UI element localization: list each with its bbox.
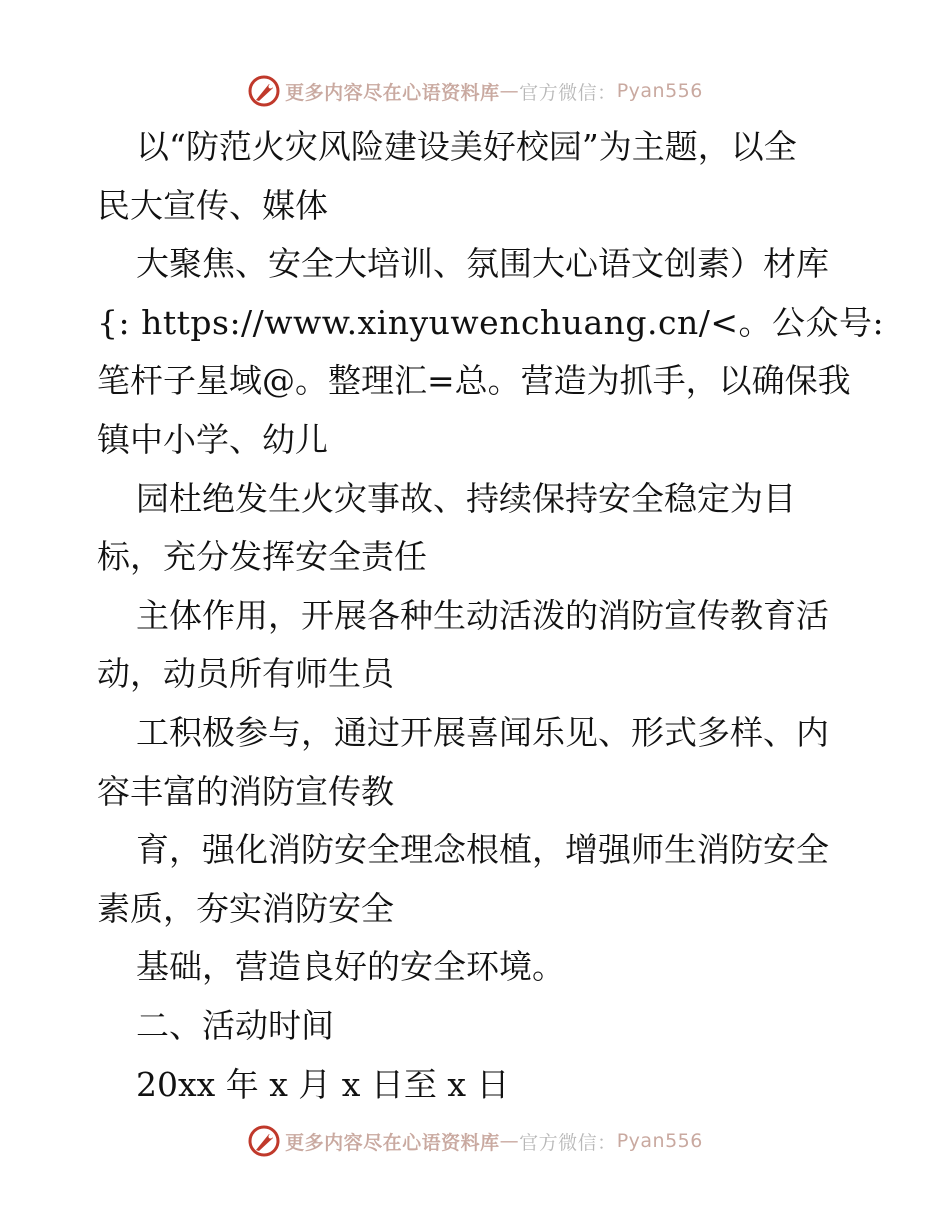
pen-nib-logo-icon <box>247 1124 281 1158</box>
footer-banner <box>0 1121 950 1161</box>
paragraph-line: 育，强化消防安全理念根植，增强师生消防安全 <box>136 830 829 870</box>
banner-brand-text: 更多内容尽在心语资料库 <box>285 1131 500 1154</box>
paragraph-line: 主体作用，开展各种生动活泼的消防宣传教育活 <box>136 595 829 635</box>
banner-account-id: Pyan556 <box>616 80 703 102</box>
paragraph-line: 工积极参与，通过开展喜闻乐见、形式多样、内 <box>136 712 829 752</box>
header-banner <box>0 71 950 111</box>
paragraph-line: 标，充分发挥安全责任 <box>97 537 427 577</box>
paragraph-line: 容丰富的消防宣传教 <box>97 771 394 811</box>
banner-wechat-label: 官方微信： <box>519 81 617 104</box>
date-line: 20xx 年 x 月 x 日至 x 日 <box>136 1064 510 1104</box>
banner-dash: — <box>499 1130 520 1152</box>
paragraph-line: 镇中小学、幼儿 <box>97 419 328 459</box>
paragraph-line-url: {: https://www.xinyuwenchuang.cn/<。公众号: <box>97 302 885 342</box>
paragraph-line: 以“防范火灾风险建设美好校园”为主题，以全 <box>136 127 797 166</box>
section-heading: 二、活动时间 <box>136 1005 334 1045</box>
banner-account-id: Pyan556 <box>616 1130 703 1152</box>
paragraph-line: 基础，营造良好的安全环境。 <box>136 947 565 987</box>
paragraph-line: 民大宣传、媒体 <box>97 185 328 225</box>
banner-brand-text: 更多内容尽在心语资料库 <box>285 81 500 104</box>
paragraph-line: 素质，夯实消防安全 <box>97 888 394 928</box>
banner-wechat-label: 官方微信： <box>519 1131 617 1154</box>
paragraph-line: 园杜绝发生火灾事故、持续保持安全稳定为目 <box>136 478 796 518</box>
banner-dash: — <box>499 80 520 102</box>
paragraph-line: 大聚焦、安全大培训、氛围大心语文创素）材库 <box>136 244 829 284</box>
document-body <box>97 118 897 1114</box>
pen-nib-logo-icon <box>247 74 281 108</box>
paragraph-line: 笔杆子星域@。整理汇=总。营造为抓手，以确保我 <box>97 361 851 401</box>
paragraph-line: 动，动员所有师生员 <box>97 654 394 694</box>
